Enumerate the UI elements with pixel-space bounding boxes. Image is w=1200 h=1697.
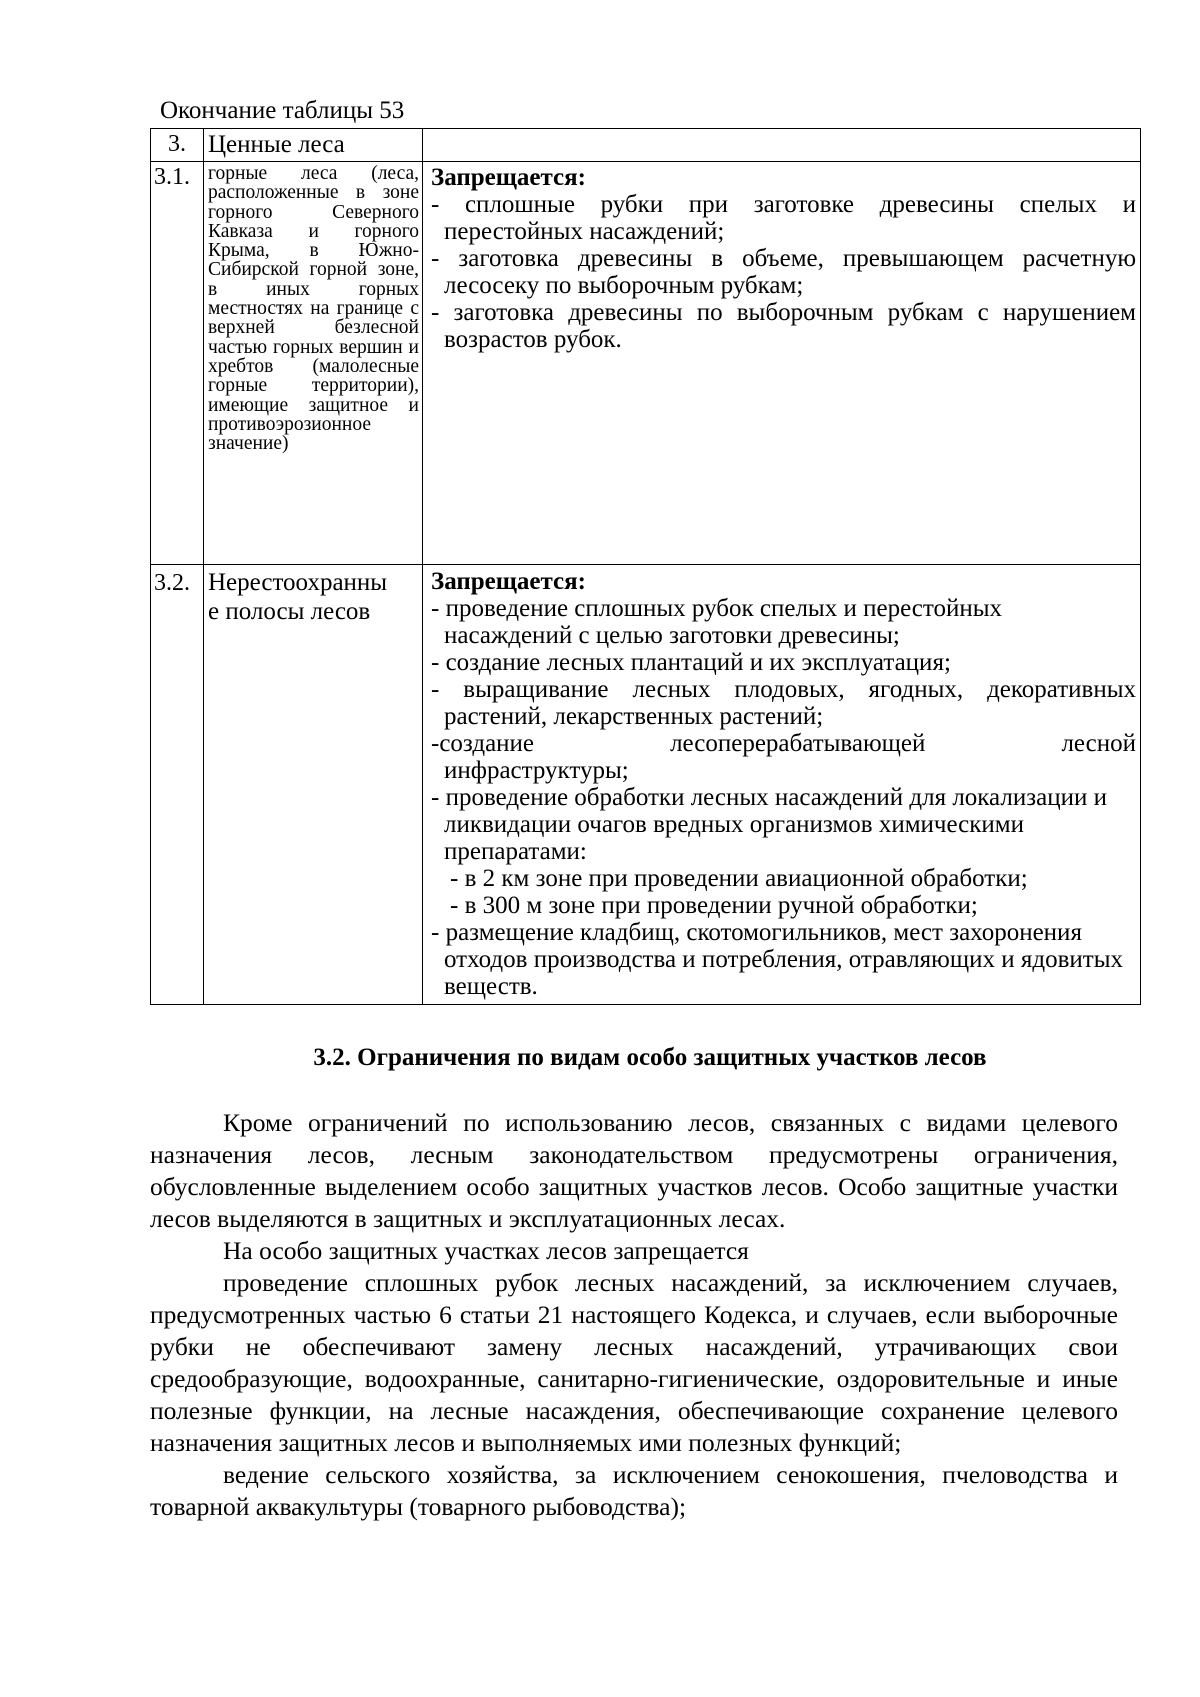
section-body xyxy=(150,1107,1118,1523)
restrictions-table xyxy=(150,128,1141,1005)
restriction-item-continuation: инфраструктуры; xyxy=(444,757,629,784)
paragraph: ведение сельского хозяйства, за исключением сенокошения, пчеловодства и товарной аквакультуры (товарного рыбоводства); xyxy=(150,1460,1118,1521)
paragraph: Кроме ограничений по использованию лесов, связанных с видами целевого назначения лесов, лесным законодательством предусмотрены ограничения, обусловленные выделением особо защитных участков лесов. Особо защитные участки лесов выделяются в защитных и эксплуатационных лесах. xyxy=(150,1108,1118,1233)
row-number: 3. xyxy=(151,129,204,162)
restriction-word: лесной xyxy=(1061,730,1136,757)
prohibited-label: Запрещается: xyxy=(431,164,587,191)
row-number: 3.1. xyxy=(151,162,204,565)
row-category-name: горные леса (леса, расположенные в зоне горного Северного Кавказа и горного Крыма, в Южно-Сибирской горной зоне, в иных горных местностях на границе с верхней безлесной частью горных вершин и хребтов (малолесные горные территории), имеющие защитное и противоэрозионное значение) xyxy=(208,163,419,455)
row-category-name-line: Нерестоохранны xyxy=(208,569,388,596)
restriction-item: - проведение обработки лесных насаждений для локализации и ликвидации очагов вредных организмов химическими препаратами: xyxy=(431,784,1107,865)
restriction-subitem: - в 2 км зоне при проведении авиационной обработки; xyxy=(450,865,1028,892)
paragraph: проведение сплошных рубок лесных насаждений, за исключением случаев, предусмотренных частью 6 статьи 21 настоящего Кодекса, и случаев, если выборочные рубки не обеспечивают замену лесных насаждений, утрачивающих свои средообразующие, водоохранные, санитарно-гигиенические, оздоровительные и иные полезные функции, на лесные насаждения, обеспечивающие сохранение целевого назначения защитных лесов и выполняемых ими полезных функций; xyxy=(150,1268,1118,1457)
restriction-item: - заготовка древесины в объеме, превышающем расчетную лесосеку по выборочным рубкам; xyxy=(431,245,1136,299)
table-row xyxy=(151,129,1141,162)
prohibited-label: Запрещается: xyxy=(431,568,587,595)
table-row xyxy=(151,565,1141,1005)
table-row xyxy=(151,162,1141,565)
row-category-name-line: е полосы лесов xyxy=(208,598,371,625)
restriction-subitem: - в 300 м зоне при проведении ручной обработки; xyxy=(450,892,978,919)
restriction-item: - создание лесных плантаций и их эксплуатация; xyxy=(431,649,951,676)
restriction-word: лесоперерабатывающей xyxy=(670,730,926,757)
restriction-word: -создание xyxy=(431,730,535,757)
paragraph: На особо защитных участках лесов запрещается xyxy=(223,1236,749,1265)
restriction-item: - заготовка древесины по выборочным рубкам с нарушением возрастов рубок. xyxy=(431,299,1136,353)
row-category-name: Ценные леса xyxy=(204,129,423,162)
restriction-item: - размещение кладбищ, скотомогильников, мест захоронения отходов производства и потребления, отравляющих и ядовитых веществ. xyxy=(431,919,1123,1000)
restriction-item: - сплошные рубки при заготовке древесины спелых и перестойных насаждений; xyxy=(431,191,1136,245)
row-number: 3.2. xyxy=(151,565,204,1005)
restriction-item xyxy=(431,730,1136,757)
section-heading: 3.2. Ограничения по видам особо защитных участков лесов xyxy=(313,1044,987,1071)
restriction-item: - выращивание лесных плодовых, ягодных, декоративных растений, лекарственных растений; xyxy=(431,676,1136,730)
table-caption: Окончание таблицы 53 xyxy=(160,97,405,124)
restriction-item: - проведение сплошных рубок спелых и перестойных насаждений с целью заготовки древесины; xyxy=(431,595,1003,649)
row-description xyxy=(423,129,1141,162)
